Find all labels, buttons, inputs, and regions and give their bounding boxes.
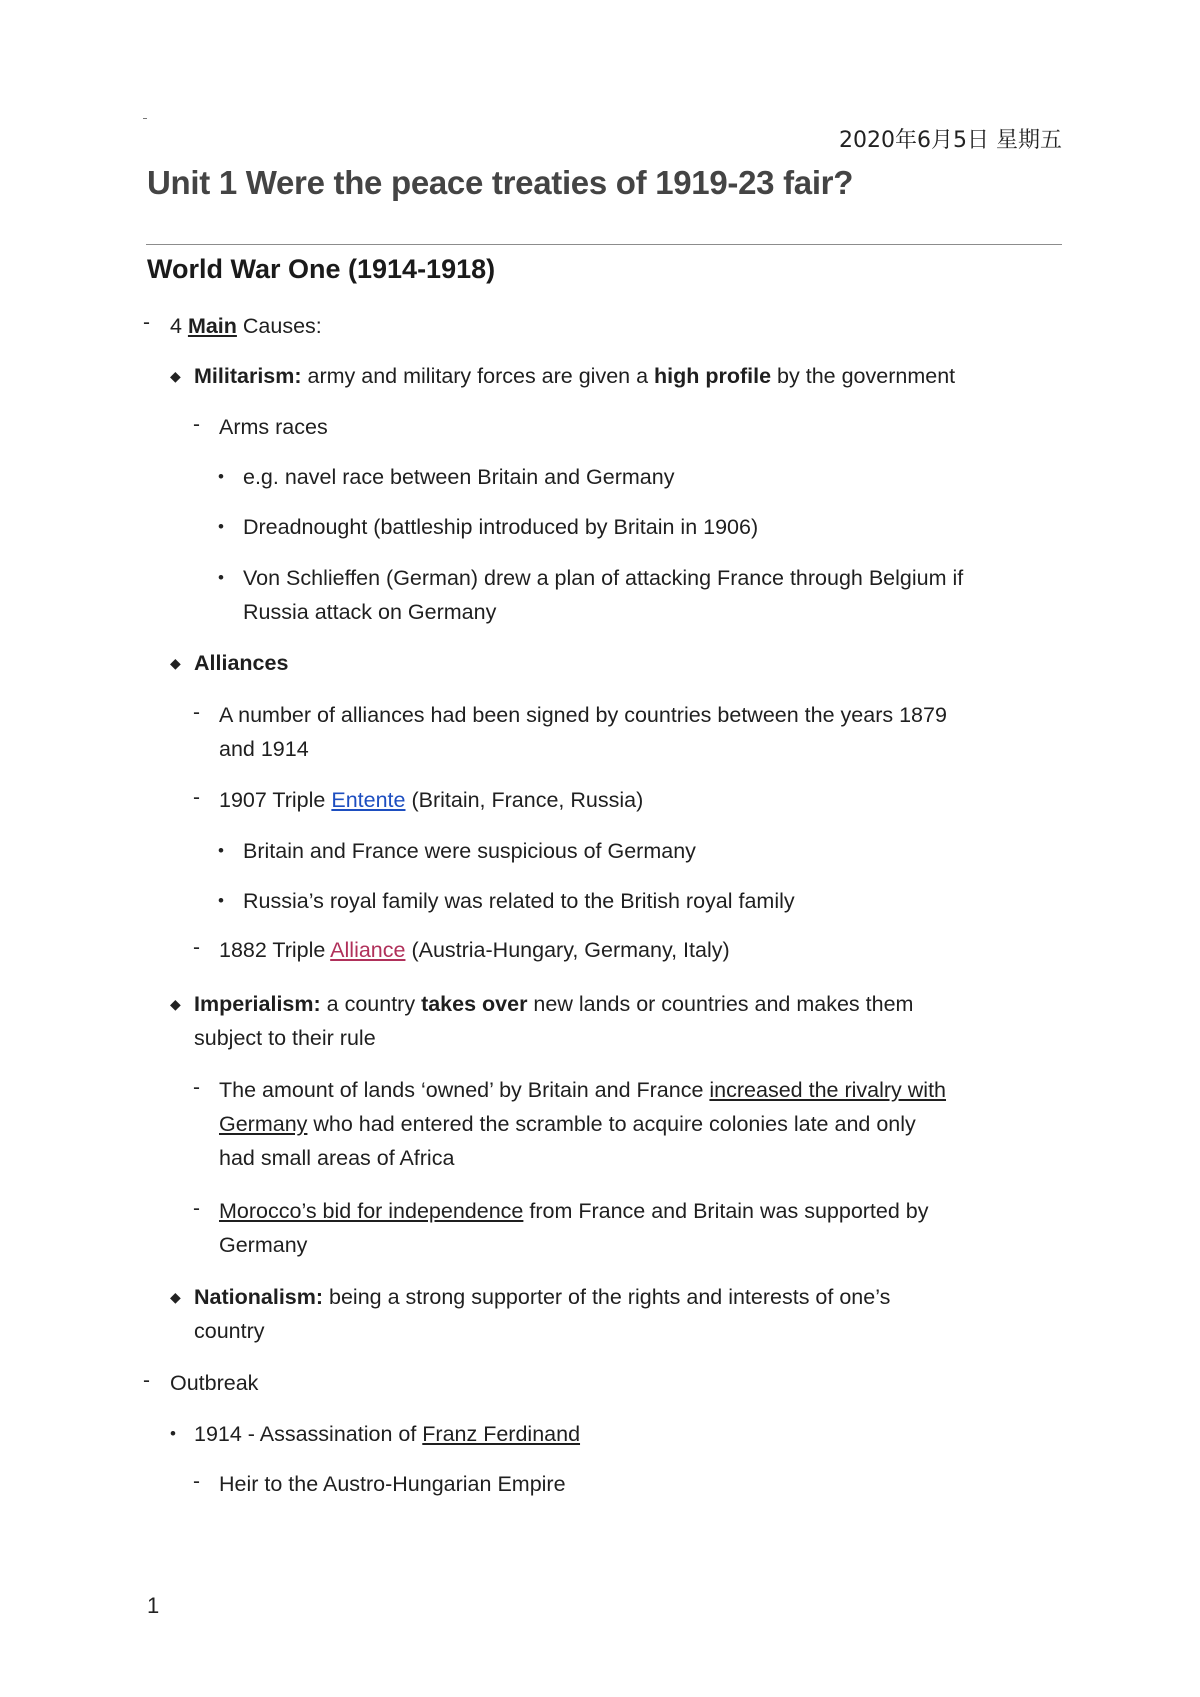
dreadnought-item: Dreadnought (battleship introduced by Britain in 1906) [243, 515, 759, 539]
page-title: Unit 1 Were the peace treaties of 1919-23 fair? [147, 164, 854, 201]
causes-heading: 4 Main Causes: [170, 314, 322, 338]
dash-marker: - [193, 1470, 200, 1493]
alliances-number-line2: and 1914 [219, 737, 309, 761]
bullet: • [218, 467, 224, 486]
navel-race-item: e.g. navel race between Britain and Germany [243, 465, 675, 489]
imperialism-item-line1: Imperialism: a country takes over new lands or countries and makes them [194, 992, 914, 1016]
page-date: 2020年6月5日 星期五 [839, 128, 1062, 153]
bullet: • [218, 841, 224, 860]
bullet: • [170, 1424, 176, 1443]
page-number: 1 [147, 1593, 160, 1618]
heir-item: Heir to the Austro-Hungarian Empire [219, 1472, 566, 1496]
morocco-line2: Germany [219, 1233, 308, 1257]
dash-marker: - [143, 311, 150, 334]
triple-entente-item: 1907 Triple Entente (Britain, France, Russia) [219, 788, 644, 812]
title-divider [146, 244, 1062, 245]
nationalism-item-line2: country [194, 1319, 265, 1343]
triple-alliance-item: 1882 Triple Alliance (Austria-Hungary, Germany, Italy) [219, 938, 730, 962]
lands-owned-line3: had small areas of Africa [219, 1146, 455, 1170]
entente-link[interactable]: Entente [331, 788, 406, 812]
dash-marker: - [193, 936, 200, 959]
alliances-item: Alliances [194, 651, 289, 675]
bullet: • [218, 891, 224, 910]
royal-family-item: Russia’s royal family was related to the British royal family [243, 889, 795, 913]
dash-marker: - [193, 1197, 200, 1220]
imperialism-item-line2: subject to their rule [194, 1026, 376, 1050]
nationalism-item-line1: Nationalism: being a strong supporter of the rights and interests of one’s [194, 1285, 891, 1309]
bullet: • [218, 568, 224, 587]
diamond-bullet: ◆ [170, 996, 181, 1012]
arms-races-item: Arms races [219, 415, 328, 439]
dash-marker: - [193, 701, 200, 724]
dash-marker: - [193, 413, 200, 436]
outbreak-heading: Outbreak [170, 1371, 259, 1395]
suspicious-item: Britain and France were suspicious of Germany [243, 839, 696, 863]
bullet: • [218, 517, 224, 536]
diamond-bullet: ◆ [170, 368, 181, 384]
morocco-line1: Morocco’s bid for independence from France and Britain was supported by [219, 1199, 929, 1223]
corner-mark [143, 118, 147, 119]
militarism-item: Militarism: army and military forces are given a high profile by the government [194, 364, 956, 388]
lands-owned-line2: Germany who had entered the scramble to acquire colonies late and only [219, 1112, 916, 1136]
dash-marker: - [143, 1369, 150, 1392]
section-heading: World War One (1914-1918) [147, 254, 496, 284]
lands-owned-line1: The amount of lands ‘owned’ by Britain and France increased the rivalry with [219, 1078, 947, 1102]
alliance-link[interactable]: Alliance [330, 938, 406, 962]
dash-marker: - [193, 1076, 200, 1099]
assassination-item: 1914 - Assassination of Franz Ferdinand [194, 1422, 581, 1446]
alliances-number-line1: A number of alliances had been signed by countries between the years 1879 [219, 703, 947, 727]
main-emphasis: Main [187, 314, 237, 338]
dash-marker: - [193, 786, 200, 809]
diamond-bullet: ◆ [170, 655, 181, 671]
schlieffen-item-line1: Von Schlieffen (German) drew a plan of attacking France through Belgium if [243, 566, 964, 590]
schlieffen-item-line2: Russia attack on Germany [243, 600, 497, 624]
diamond-bullet: ◆ [170, 1289, 181, 1305]
